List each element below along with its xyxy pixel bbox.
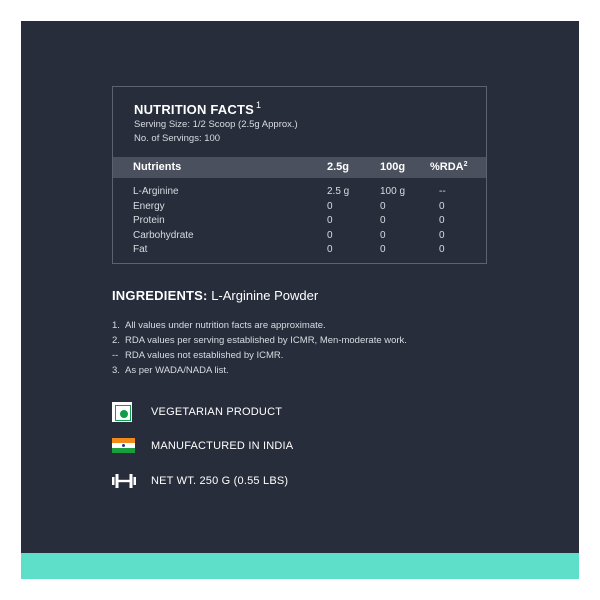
row-nutrient: L-Arginine — [133, 186, 179, 197]
made-in-india-text: MANUFACTURED IN INDIA — [151, 440, 294, 452]
header-serving: 2.5g — [327, 161, 350, 173]
row-100g-value: 0 — [380, 201, 386, 212]
header-rda-footnote-ref: 2 — [463, 161, 468, 168]
row-rda-value: 0 — [439, 244, 445, 255]
ingredients-label: INGREDIENTS: — [112, 288, 208, 303]
ingredients-value: L-Arginine Powder — [211, 288, 319, 303]
nutrition-facts-footnote-ref: 1 — [256, 100, 262, 110]
table-row — [113, 244, 486, 258]
row-nutrient: Fat — [133, 244, 148, 255]
row-nutrient: Carbohydrate — [133, 230, 194, 241]
row-rda-value: 0 — [439, 230, 445, 241]
footnote-item — [112, 320, 407, 335]
footnote-text: As per WADA/NADA list. — [125, 365, 229, 376]
footnote-text: All values under nutrition facts are approximate. — [125, 320, 326, 331]
header-100g: 100g — [380, 161, 406, 173]
nutrition-facts-title — [134, 100, 261, 117]
bottom-accent-band — [21, 553, 579, 579]
row-nutrient: Energy — [133, 201, 165, 212]
table-row — [113, 230, 486, 244]
table-row — [113, 215, 486, 229]
vegetarian-text: VEGETARIAN PRODUCT — [151, 406, 283, 418]
row-rda-value: 0 — [439, 201, 445, 212]
footnote-marker: 2. — [112, 335, 120, 346]
row-100g-value: 0 — [380, 215, 386, 226]
footnote-marker: 3. — [112, 365, 120, 376]
row-nutrient: Protein — [133, 215, 165, 226]
nutrition-facts-title-text: NUTRITION FACTS — [134, 102, 254, 117]
footnotes-list — [112, 320, 407, 380]
footnote-text: RDA values not established by ICMR. — [125, 350, 284, 361]
nutrition-facts-box — [112, 86, 487, 264]
row-100g-value: 0 — [380, 244, 386, 255]
nutrition-table-header — [113, 157, 486, 178]
table-row — [113, 186, 486, 200]
row-serving-value: 0 — [327, 230, 333, 241]
net-weight-text: NET WT. 250 G (0.55 LBS) — [151, 475, 289, 487]
ingredients-line — [112, 288, 318, 303]
table-row — [113, 201, 486, 215]
row-serving-value: 0 — [327, 244, 333, 255]
footnote-item — [112, 365, 407, 380]
footnote-item — [112, 335, 407, 350]
serving-size: Serving Size: 1/2 Scoop (2.5g Approx.) — [134, 119, 298, 130]
footnote-marker: 1. — [112, 320, 120, 331]
row-serving-value: 2.5 g — [327, 186, 350, 197]
row-serving-value: 0 — [327, 215, 333, 226]
row-rda-value: 0 — [439, 215, 445, 226]
header-rda — [430, 161, 468, 173]
footnote-item — [112, 350, 407, 365]
row-100g-value: 100 g — [380, 186, 406, 197]
number-of-servings: No. of Servings: 100 — [134, 133, 221, 144]
row-100g-value: 0 — [380, 230, 386, 241]
header-rda-text: %RDA — [430, 161, 464, 173]
header-nutrients: Nutrients — [133, 161, 182, 173]
vegetarian-mark-icon — [112, 402, 132, 422]
footnote-marker: -- — [112, 350, 119, 361]
row-serving-value: 0 — [327, 201, 333, 212]
india-flag-icon — [112, 438, 135, 453]
dumbbell-icon — [112, 473, 136, 489]
row-rda-value: -- — [439, 186, 446, 197]
footnote-text: RDA values per serving established by ICMR, Men-moderate work. — [125, 335, 407, 346]
